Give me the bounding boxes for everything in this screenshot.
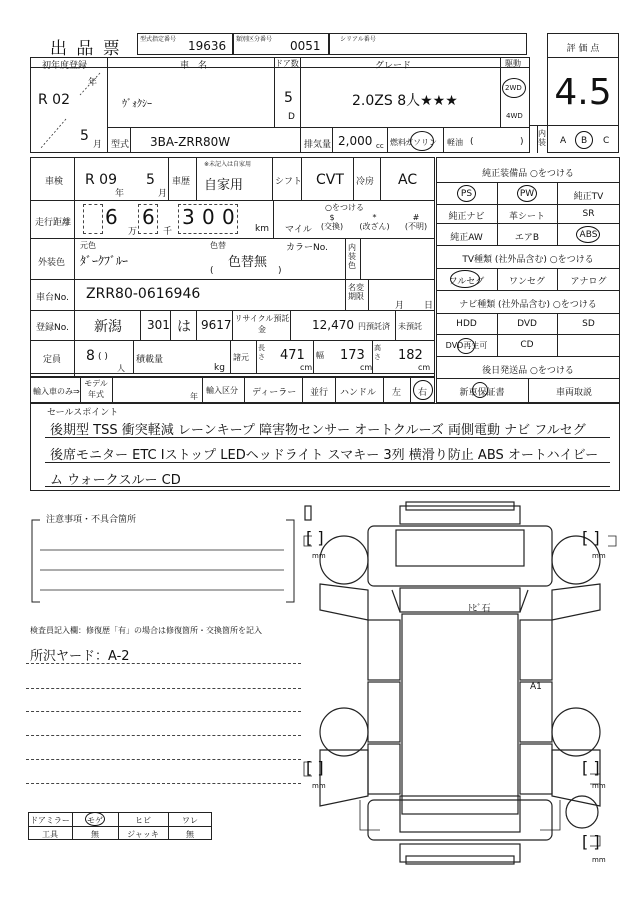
repaint-value: 色替無: [228, 255, 268, 270]
mm-rear-right: mm: [592, 782, 606, 790]
width-unit: cm: [360, 363, 373, 372]
mm-front-left: mm: [312, 552, 326, 560]
displacement-unit: cc: [376, 142, 384, 150]
color-value: ﾀﾞｰｸﾌﾞﾙｰ: [80, 254, 129, 268]
caution-frame: [28, 510, 298, 610]
capacity-paren: ( ): [98, 352, 108, 362]
model-year-label: モデル年式: [84, 379, 108, 399]
score-label: 評 価 点: [566, 44, 600, 54]
capacity-label: 定員: [43, 355, 62, 365]
sales-line-2: 後席モニター ETC Iストップ LEDヘッドライト スマキー 3列 横滑り防止 ABS オートハイビー: [50, 448, 599, 463]
name-change-day: 日: [424, 301, 434, 311]
later-warranty: 新車保証書: [459, 388, 505, 398]
diesel-label: 軽油: [447, 138, 463, 147]
equip-ps: PS: [460, 189, 473, 199]
windshield: [400, 588, 520, 612]
mirror-hibi: ヒビ: [135, 816, 151, 825]
grade-value: 2.0ZS 8人★★★: [352, 93, 458, 109]
pw-circle: [517, 185, 537, 202]
bracket-spare: [ ]: [582, 832, 600, 851]
car-name-label: 車 名: [180, 61, 208, 71]
tool-value: 無: [91, 830, 99, 839]
height-value: 182: [398, 348, 423, 363]
mm-spare: mm: [592, 856, 606, 864]
quarter-left: [368, 744, 400, 794]
reg-label: 登録No.: [36, 323, 69, 333]
ps-circle: [457, 185, 476, 202]
handle-right-circle: [413, 380, 433, 400]
spare-tire: [566, 796, 598, 828]
interior-label: 内装: [538, 129, 546, 147]
navi-cd: CD: [520, 340, 534, 350]
shift-label: シフト: [275, 177, 303, 187]
first-reg-month: 5: [80, 128, 89, 144]
first-reg-label: 初年度登録: [42, 61, 88, 71]
bracket-front-right: [ ]: [582, 528, 600, 547]
reg-num: 301: [147, 318, 170, 332]
history-label: 車歴: [172, 177, 191, 187]
reg-plate: 9617: [201, 318, 232, 332]
mm-front-right: mm: [592, 552, 606, 560]
doors-value: 5: [284, 90, 293, 106]
repaint-paren-close: ): [278, 266, 282, 276]
orig-color-label: 元色: [80, 241, 96, 250]
recycle-unpaid: 未預託: [398, 322, 422, 331]
mileage-sen: 千: [163, 227, 173, 237]
handle-right: 右: [418, 388, 428, 398]
sales-line-3: ム ウォークスルー CD: [50, 473, 181, 488]
tv-analog: アナログ: [570, 277, 607, 287]
capacity-value: 8: [86, 348, 95, 364]
score-value: 4.5: [554, 72, 612, 113]
interior-grade-b: B: [581, 136, 588, 146]
equip-tv: 純正TV: [573, 192, 604, 202]
width-value: 173: [340, 348, 365, 363]
private-note: ※未記入は自家用: [204, 161, 252, 168]
door-sub: D: [288, 112, 295, 122]
width-label: 幅: [316, 351, 324, 360]
model-type: 3BA-ZRR80W: [150, 135, 231, 149]
navi-dvd-play: DVD再生可: [445, 341, 488, 350]
import-label: 輸入車のみ⇒: [33, 387, 80, 396]
dims-label: 諸元: [233, 353, 249, 362]
recycle-label: リサイクル預託金: [234, 314, 290, 334]
shaken-era: R 09: [85, 172, 117, 188]
mirror-label: ドアミラー: [30, 816, 70, 825]
equip-airbag: エアB: [514, 233, 540, 243]
sheet-title: 出 品 票: [50, 39, 122, 59]
fuel-gasoline: ガソリン: [405, 138, 437, 147]
moge-circle: [85, 812, 105, 826]
drive-4wd: 4WD: [506, 112, 523, 120]
mirror-moge: モゲ: [87, 816, 103, 825]
mileage-digit-4: 0: [202, 205, 215, 229]
fuel-label: 燃料: [390, 138, 406, 147]
capacity-person: 人: [117, 364, 125, 373]
interior-grade-c: C: [603, 136, 610, 146]
warranty-circle: [472, 382, 488, 398]
handle-left: 左: [392, 388, 402, 398]
car-name: ｳﾞｫｸｼｰ: [122, 99, 152, 110]
repaint-paren-open: (: [210, 266, 214, 276]
fullseg-circle: [450, 270, 480, 288]
abs-circle: [576, 226, 600, 243]
load-kg: kg: [214, 363, 225, 373]
doors-label: ドア数: [275, 59, 299, 68]
equipment-header: 純正装備品 ○をつける: [482, 169, 574, 179]
bracket-rear-left: [ ]: [306, 758, 324, 777]
name-change-month: 月: [395, 301, 405, 311]
chassis-value: ZRR80-0616946: [86, 286, 201, 302]
height-unit: cm: [418, 363, 431, 372]
shaken-label: 車検: [45, 177, 64, 187]
equip-abs: ABS: [579, 230, 598, 240]
handle-label: ハンドル: [340, 388, 377, 398]
mileage-km: km: [255, 224, 269, 234]
length-value: 471: [280, 348, 305, 363]
drive-2wd-circle: [502, 78, 526, 98]
recycle-amount: 12,470: [312, 318, 354, 332]
grade-label: グレード: [375, 61, 412, 71]
equip-aw: 純正AW: [450, 233, 483, 243]
reg-kana: は: [177, 319, 191, 335]
front-bumper: [400, 506, 520, 524]
length-label: 長さ: [258, 344, 265, 361]
bracket-front-left: [ ]: [306, 528, 324, 547]
model-no-label: 型式指定番号: [140, 36, 177, 43]
chassis-label: 車台No.: [36, 293, 69, 303]
rear-fender-left: [320, 750, 368, 806]
exchange-label: $ (交換): [320, 213, 344, 231]
jack-value: 無: [186, 830, 194, 839]
reg-pref: 新潟: [94, 319, 122, 335]
import-type-label: 輸入区分: [206, 386, 238, 395]
model-year-unit: 年: [190, 392, 198, 401]
fender-right: [552, 584, 600, 620]
name-change-label: 名変期限: [348, 283, 364, 301]
quarter-right: [520, 744, 552, 794]
equip-navi: 純正ナビ: [448, 212, 485, 222]
interior-color-label: 内装色: [348, 243, 356, 270]
inspector-label: 検査員記入欄：修復歴「有」の場合は修復箇所・交換箇所を記入: [30, 626, 262, 635]
equip-sr: SR: [582, 209, 595, 219]
door-fl: [368, 620, 400, 680]
shaken-month-unit: 月: [158, 189, 168, 199]
mm-rear-left: mm: [312, 782, 326, 790]
jack-label: ジャッキ: [127, 830, 159, 839]
rear-bumper: [400, 844, 520, 862]
displacement-label: 排気量: [304, 140, 332, 150]
caution-label: 注意事項・不具合箇所: [46, 515, 137, 525]
shaken-month: 5: [146, 172, 155, 188]
drive-label: 駆動: [505, 59, 521, 68]
navi-hdd: HDD: [456, 319, 477, 329]
later-header: 後日発送品 ○をつける: [482, 366, 574, 376]
mile-label: マイル: [285, 225, 312, 235]
wheel-front-left: [320, 536, 368, 584]
equip-leather: 革シート: [508, 212, 545, 222]
tv-oneseg: ワンセグ: [508, 277, 545, 287]
hood: [396, 530, 524, 566]
import-dealer: ディーラー: [252, 388, 297, 398]
month-unit: 月: [93, 140, 103, 150]
door-fr: [520, 620, 552, 680]
height-label: 高さ: [374, 344, 381, 361]
class-no: 0051: [290, 39, 321, 53]
load-label: 積載量: [136, 355, 164, 365]
tailgate-area: [368, 800, 552, 840]
roof: [402, 614, 518, 814]
ac-label: 冷房: [356, 177, 375, 187]
wheel-rear-right: [552, 708, 600, 756]
tool-label: 工具: [42, 830, 58, 839]
class-no-label: 類別区分番号: [236, 36, 273, 43]
color-label: 外装色: [38, 258, 66, 268]
fender-left: [320, 584, 368, 620]
rear-bumper-bottom: [406, 856, 514, 864]
interior-b-circle: [575, 131, 593, 149]
modified-label: * (改ざん): [359, 213, 390, 231]
yard-text: 所沢ヤード：A-2: [30, 649, 130, 664]
door-rl: [368, 682, 400, 742]
navi-dvd: DVD: [517, 319, 537, 329]
diesel-paren-close: ): [520, 137, 524, 147]
unknown-label: # (不明): [404, 213, 428, 231]
model-type-label: 型式: [111, 140, 130, 150]
mileage-digit-2: 6: [142, 205, 155, 229]
shift-value: CVT: [316, 172, 344, 188]
recycle-unit: 円預託済: [358, 322, 390, 331]
repaint-label: 色替: [210, 241, 226, 250]
displacement: 2,000: [338, 134, 373, 148]
diesel-paren-open: (: [470, 137, 474, 147]
ac-value: AC: [398, 172, 418, 188]
mileage-label: 走行距離: [35, 218, 72, 228]
dvd-play-circle: [457, 338, 475, 354]
shaken-year-unit: 年: [115, 189, 125, 199]
navi-sd: SD: [582, 319, 595, 329]
mileage-digit-5: 0: [222, 205, 235, 229]
history-value: 自家用: [204, 178, 244, 193]
interior-grade-a: A: [560, 136, 567, 146]
equip-pw: PW: [519, 189, 535, 199]
sales-label: セールスポイント: [47, 408, 119, 418]
tv-fullseg: フルセグ: [448, 277, 485, 287]
navi-header: ナビ種類 (社外品含む) ○をつける: [459, 300, 597, 310]
sales-line-1: 後期型 TSS 衝突軽減 レーンキープ 障害物センサー オートクルーズ 両側電動 ナビ フルセグ: [50, 423, 586, 438]
fuel-circle: [410, 131, 434, 151]
bracket-rear-right: [ ]: [582, 758, 600, 777]
model-no: 19636: [188, 39, 227, 53]
wheel-rear-left: [320, 708, 368, 756]
first-reg-era: R 02: [38, 92, 70, 108]
mileage-digit-3: 3: [182, 205, 195, 229]
length-unit: cm: [300, 363, 313, 372]
circle-note: ○をつける: [325, 203, 364, 212]
mileage-digit-1: 6: [105, 205, 118, 229]
import-parallel: 並行: [310, 388, 329, 398]
mirror-ware: ワレ: [182, 816, 198, 825]
year-unit: 年: [88, 78, 98, 88]
damage-label-1: ﾄﾋﾞ石: [468, 604, 491, 614]
drive-2wd: 2WD: [505, 84, 522, 92]
color-no-label: カラーNo.: [286, 243, 328, 253]
serial-label: シリアル番号: [340, 36, 376, 43]
later-manual: 車両取説: [555, 388, 592, 398]
mileage-man: 万: [128, 227, 138, 237]
damage-label-2: A1: [530, 682, 542, 692]
tv-header: TV種類 (社外品含む) ○をつける: [462, 255, 594, 265]
